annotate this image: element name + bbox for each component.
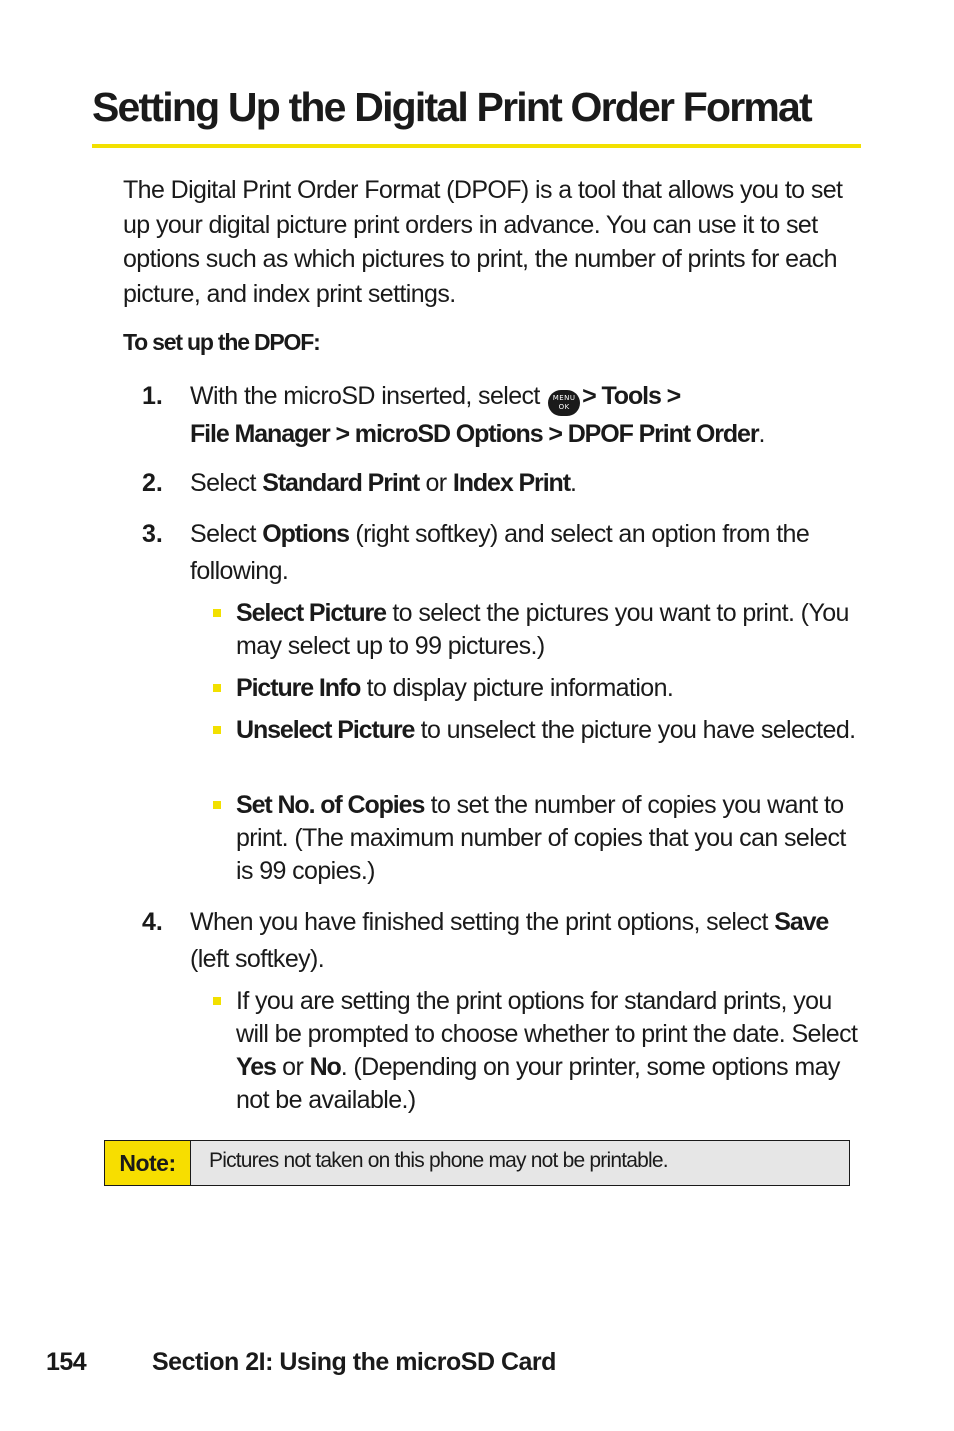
options-softkey: Options [262,520,349,548]
step-text-plain: When you have finished setting the print options, select [190,908,768,936]
step-text [190,904,866,977]
save-note-text [236,985,866,1117]
step-text [190,465,866,502]
option-name: Picture Info [236,674,361,702]
index-print-option: Index Print [452,469,570,497]
step-text-end: . [569,469,577,497]
bullet-square-icon [213,726,221,734]
step-text [190,378,866,453]
bullet-square-icon [213,684,221,692]
note-label: Note: [105,1141,191,1185]
step-text-or: or [425,469,447,497]
step-text-end: (right softkey) and select an option from the following. [190,520,810,585]
ok-icon-label: OK [558,403,570,411]
note-box [104,1140,850,1186]
save-note-end: . (Depending on your printer, some options may not be available.) [236,1053,840,1114]
option-text [236,597,866,663]
bullet-square-icon [213,997,221,1005]
option-description: to display picture information. [366,674,674,702]
intro-paragraph: The Digital Print Order Format (DPOF) is a tool that allows you to set up your digital picture print orders in advance. You can use it to set options such as which pictures to print, the number of prints for each picture, and index print settings. [123,176,843,308]
save-softkey: Save [774,908,829,936]
step-text-plain: Select [190,520,256,548]
step-text-end: . [758,420,765,448]
step-text-plain: With the microSD inserted, select [190,382,540,410]
note-text: Pictures not taken on this phone may not be printable. [209,1149,668,1172]
save-note-plain: If you are setting the print options for standard prints, you will be prompted to choose whether to print the date. Select [236,987,858,1048]
option-name: Unselect Picture [236,716,415,744]
step-number: 1. [142,382,163,410]
standard-print-option: Standard Print [262,469,420,497]
menu-path-tools: > Tools > [582,382,681,410]
menu-path-dpof: File Manager > microSD Options > DPOF Print Order [190,420,759,448]
step-number: 4. [142,908,163,936]
step-number: 2. [142,469,163,497]
option-name: Set No. of Copies [236,791,425,819]
step-text [190,516,866,589]
section-title: Section 2I: Using the microSD Card [152,1348,556,1376]
page-title: Setting Up the Digital Print Order Format [92,84,811,130]
step-number: 3. [142,520,163,548]
yes-option: Yes [236,1053,276,1081]
menu-ok-key-icon [548,390,580,416]
bullet-square-icon [213,801,221,809]
option-description: to set the number of copies you want to print. (The maximum number of copies that you can select is 99 copies.) [236,791,846,885]
step-text-plain: Select [190,469,256,497]
option-description: to unselect the picture you have selected. [420,716,856,744]
no-option: No [309,1053,341,1081]
save-note-or: or [282,1053,304,1081]
step-text-end: (left softkey). [190,944,325,973]
option-text [236,672,866,705]
page-number: 154 [46,1348,87,1376]
title-underline [92,144,861,148]
option-text [236,789,866,888]
option-text [236,714,866,747]
option-description: to select the pictures you want to print. (You may select up to 99 pictures.) [236,599,849,660]
bullet-square-icon [213,609,221,617]
menu-icon-label: MENU [552,394,576,402]
option-name: Select Picture [236,599,386,627]
procedure-heading: To set up the DPOF: [123,329,320,355]
